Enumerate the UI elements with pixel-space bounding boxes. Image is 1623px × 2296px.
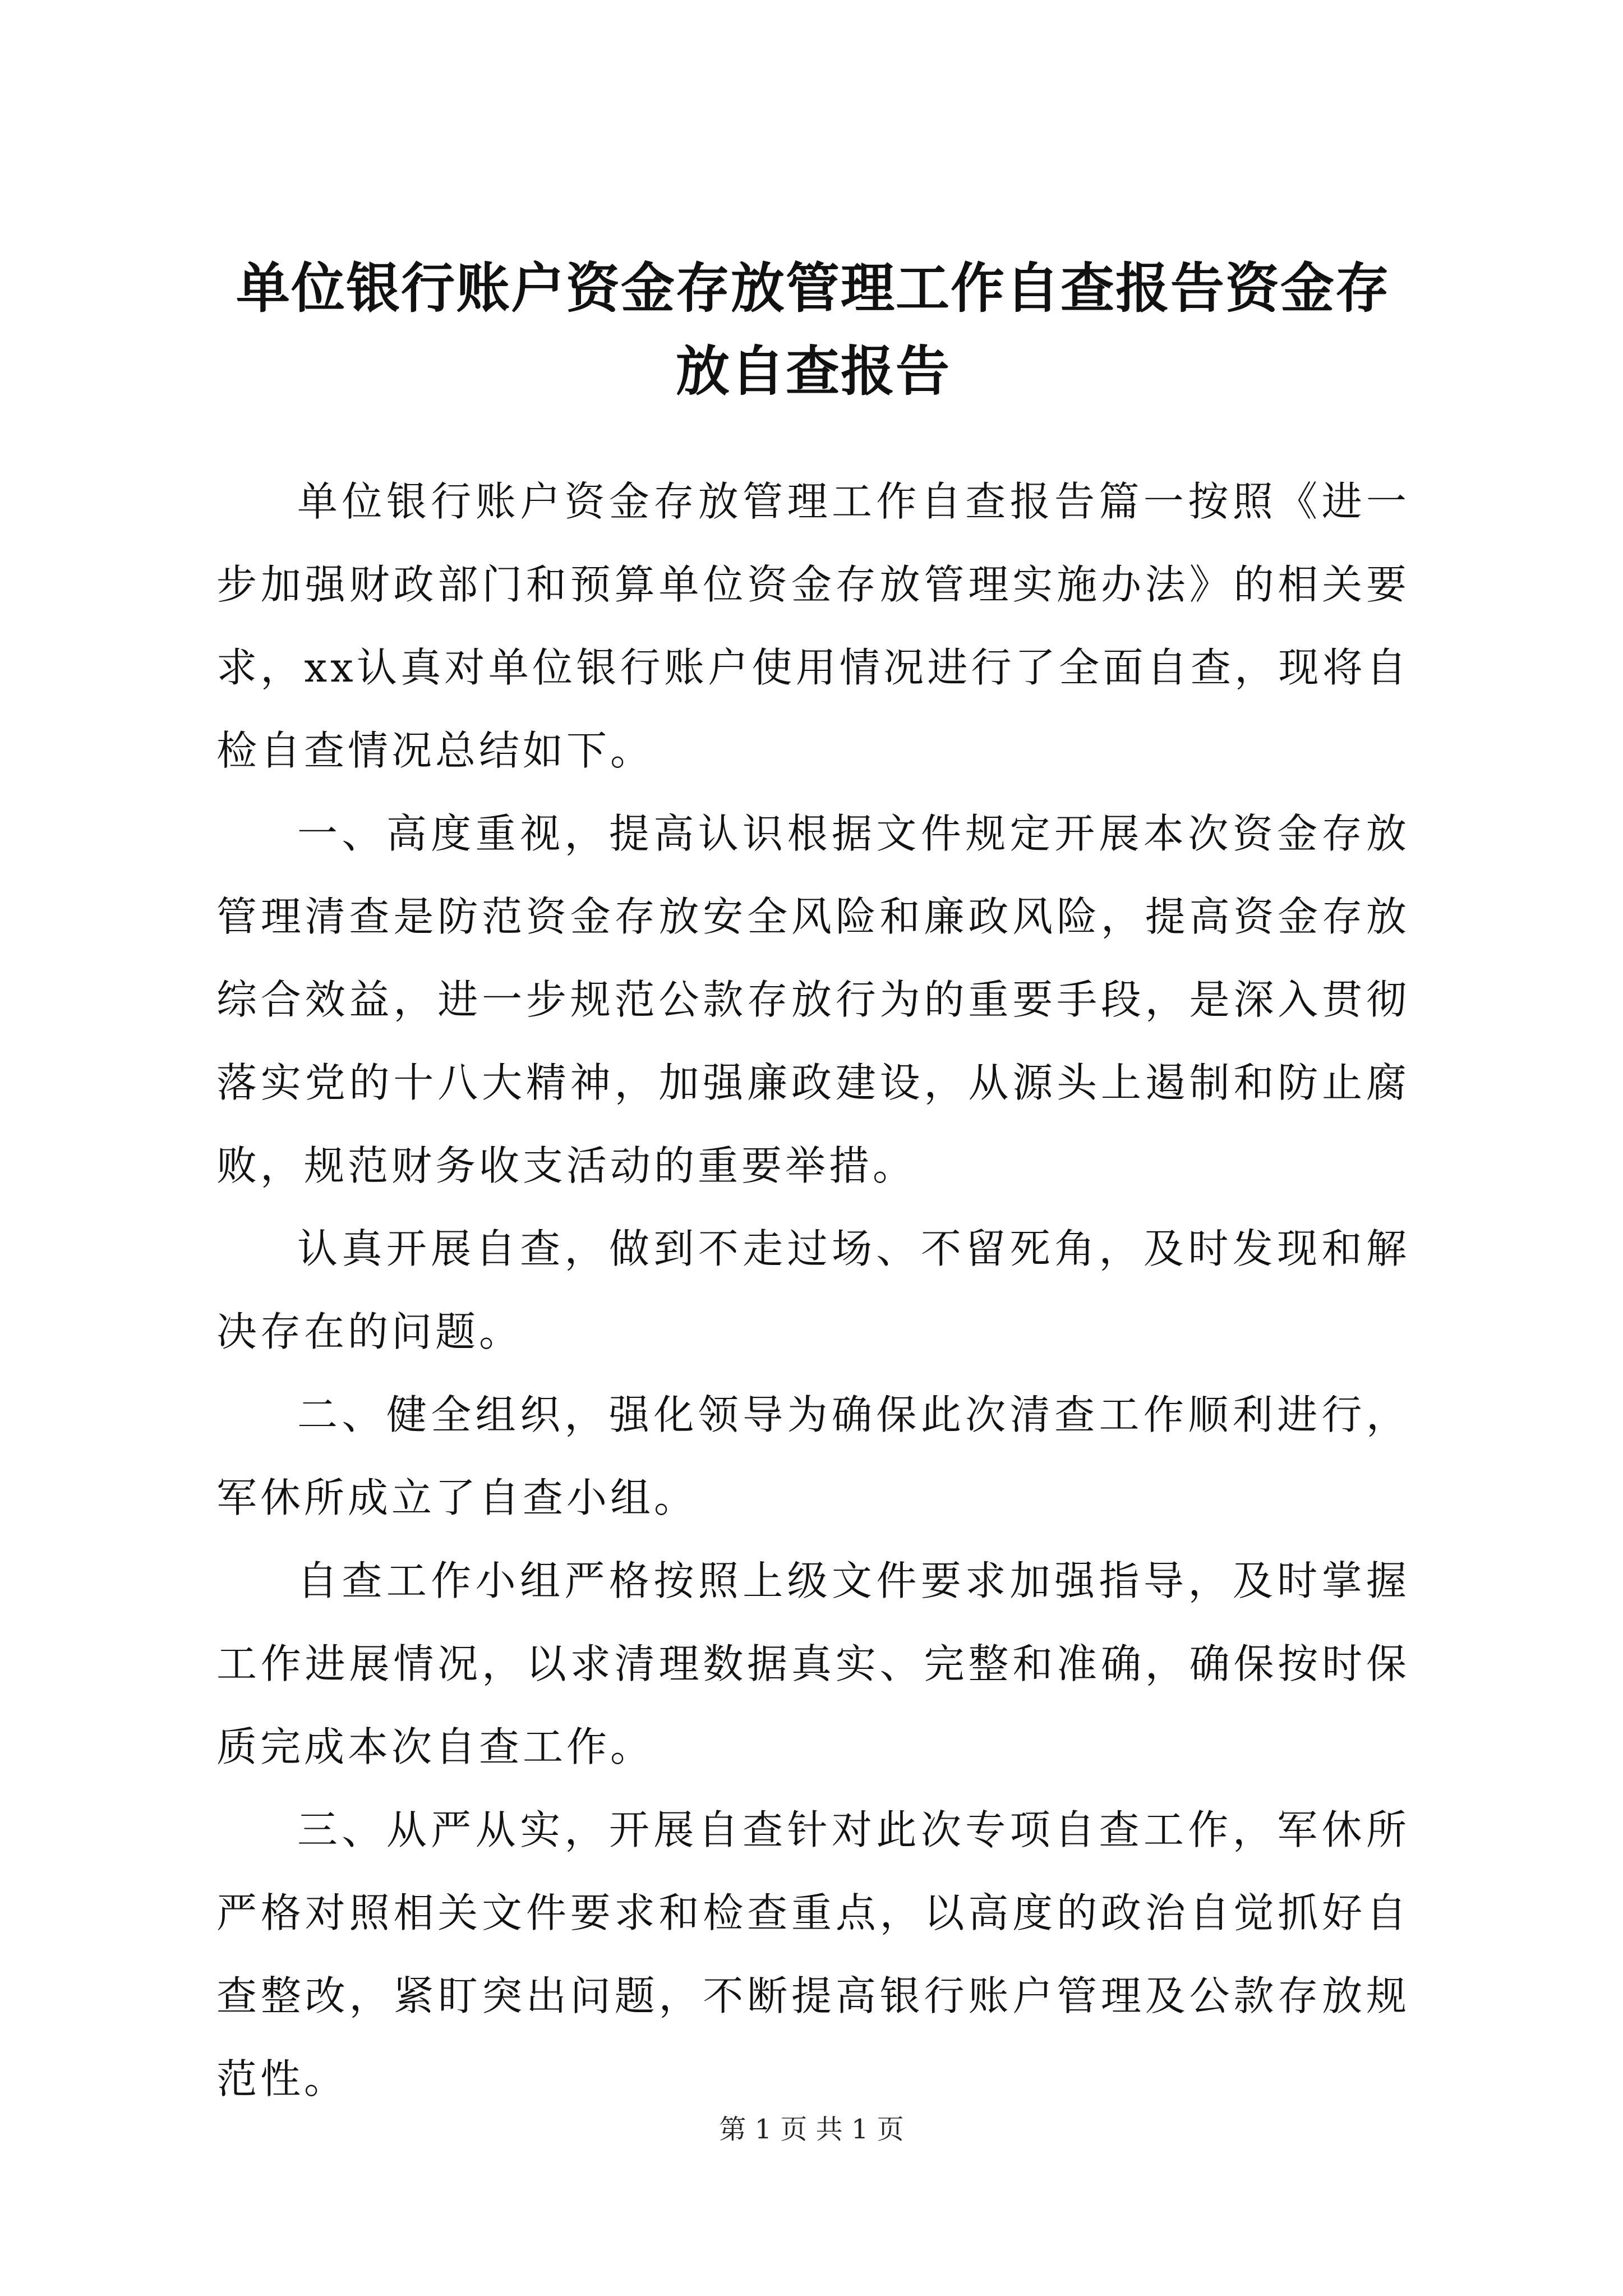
- paragraph-working-group: 自查工作小组严格按照上级文件要求加强指导，及时掌握工作进展情况，以求清理数据真实、完整和准确，确保按时保质完成本次自查工作。: [216, 1557, 1410, 1770]
- document-body: [216, 460, 1410, 2120]
- page-number: 第 1 页 共 1 页: [719, 2114, 904, 2145]
- document-title: 单位银行账户资金存放管理工作自查报告资金存放自查报告: [236, 257, 1390, 403]
- paragraph-intro: 单位银行账户资金存放管理工作自查报告篇一按照《进一步加强财政部门和预算单位资金存放管理实施办法》的相关要求，xx认真对单位银行账户使用情况进行了全面自查，现将自检自查情况总结如下。: [216, 478, 1410, 774]
- paragraph-section-1: 一、高度重视，提高认识根据文件规定开展本次资金存放管理清查是防范资金存放安全风险和廉政风险，提高资金存放综合效益，进一步规范公款存放行为的重要手段，是深入贯彻落实党的十八大精神，加强廉政建设，从源头上遏制和防止腐败，规范财务收支活动的重要举措。: [216, 810, 1410, 1189]
- paragraph-section-3: 三、从严从实，开展自查针对此次专项自查工作，军休所严格对照相关文件要求和检查重点，以高度的政治自觉抓好自查整改，紧盯突出问题，不断提高银行账户管理及公款存放规范性。: [216, 1806, 1410, 2102]
- paragraph-self-check: 认真开展自查，做到不走过场、不留死角，及时发现和解决存在的问题。: [216, 1225, 1410, 1355]
- paragraph-section-2: 二、健全组织，强化领导为确保此次清查工作顺利进行，军休所成立了自查小组。: [216, 1391, 1410, 1521]
